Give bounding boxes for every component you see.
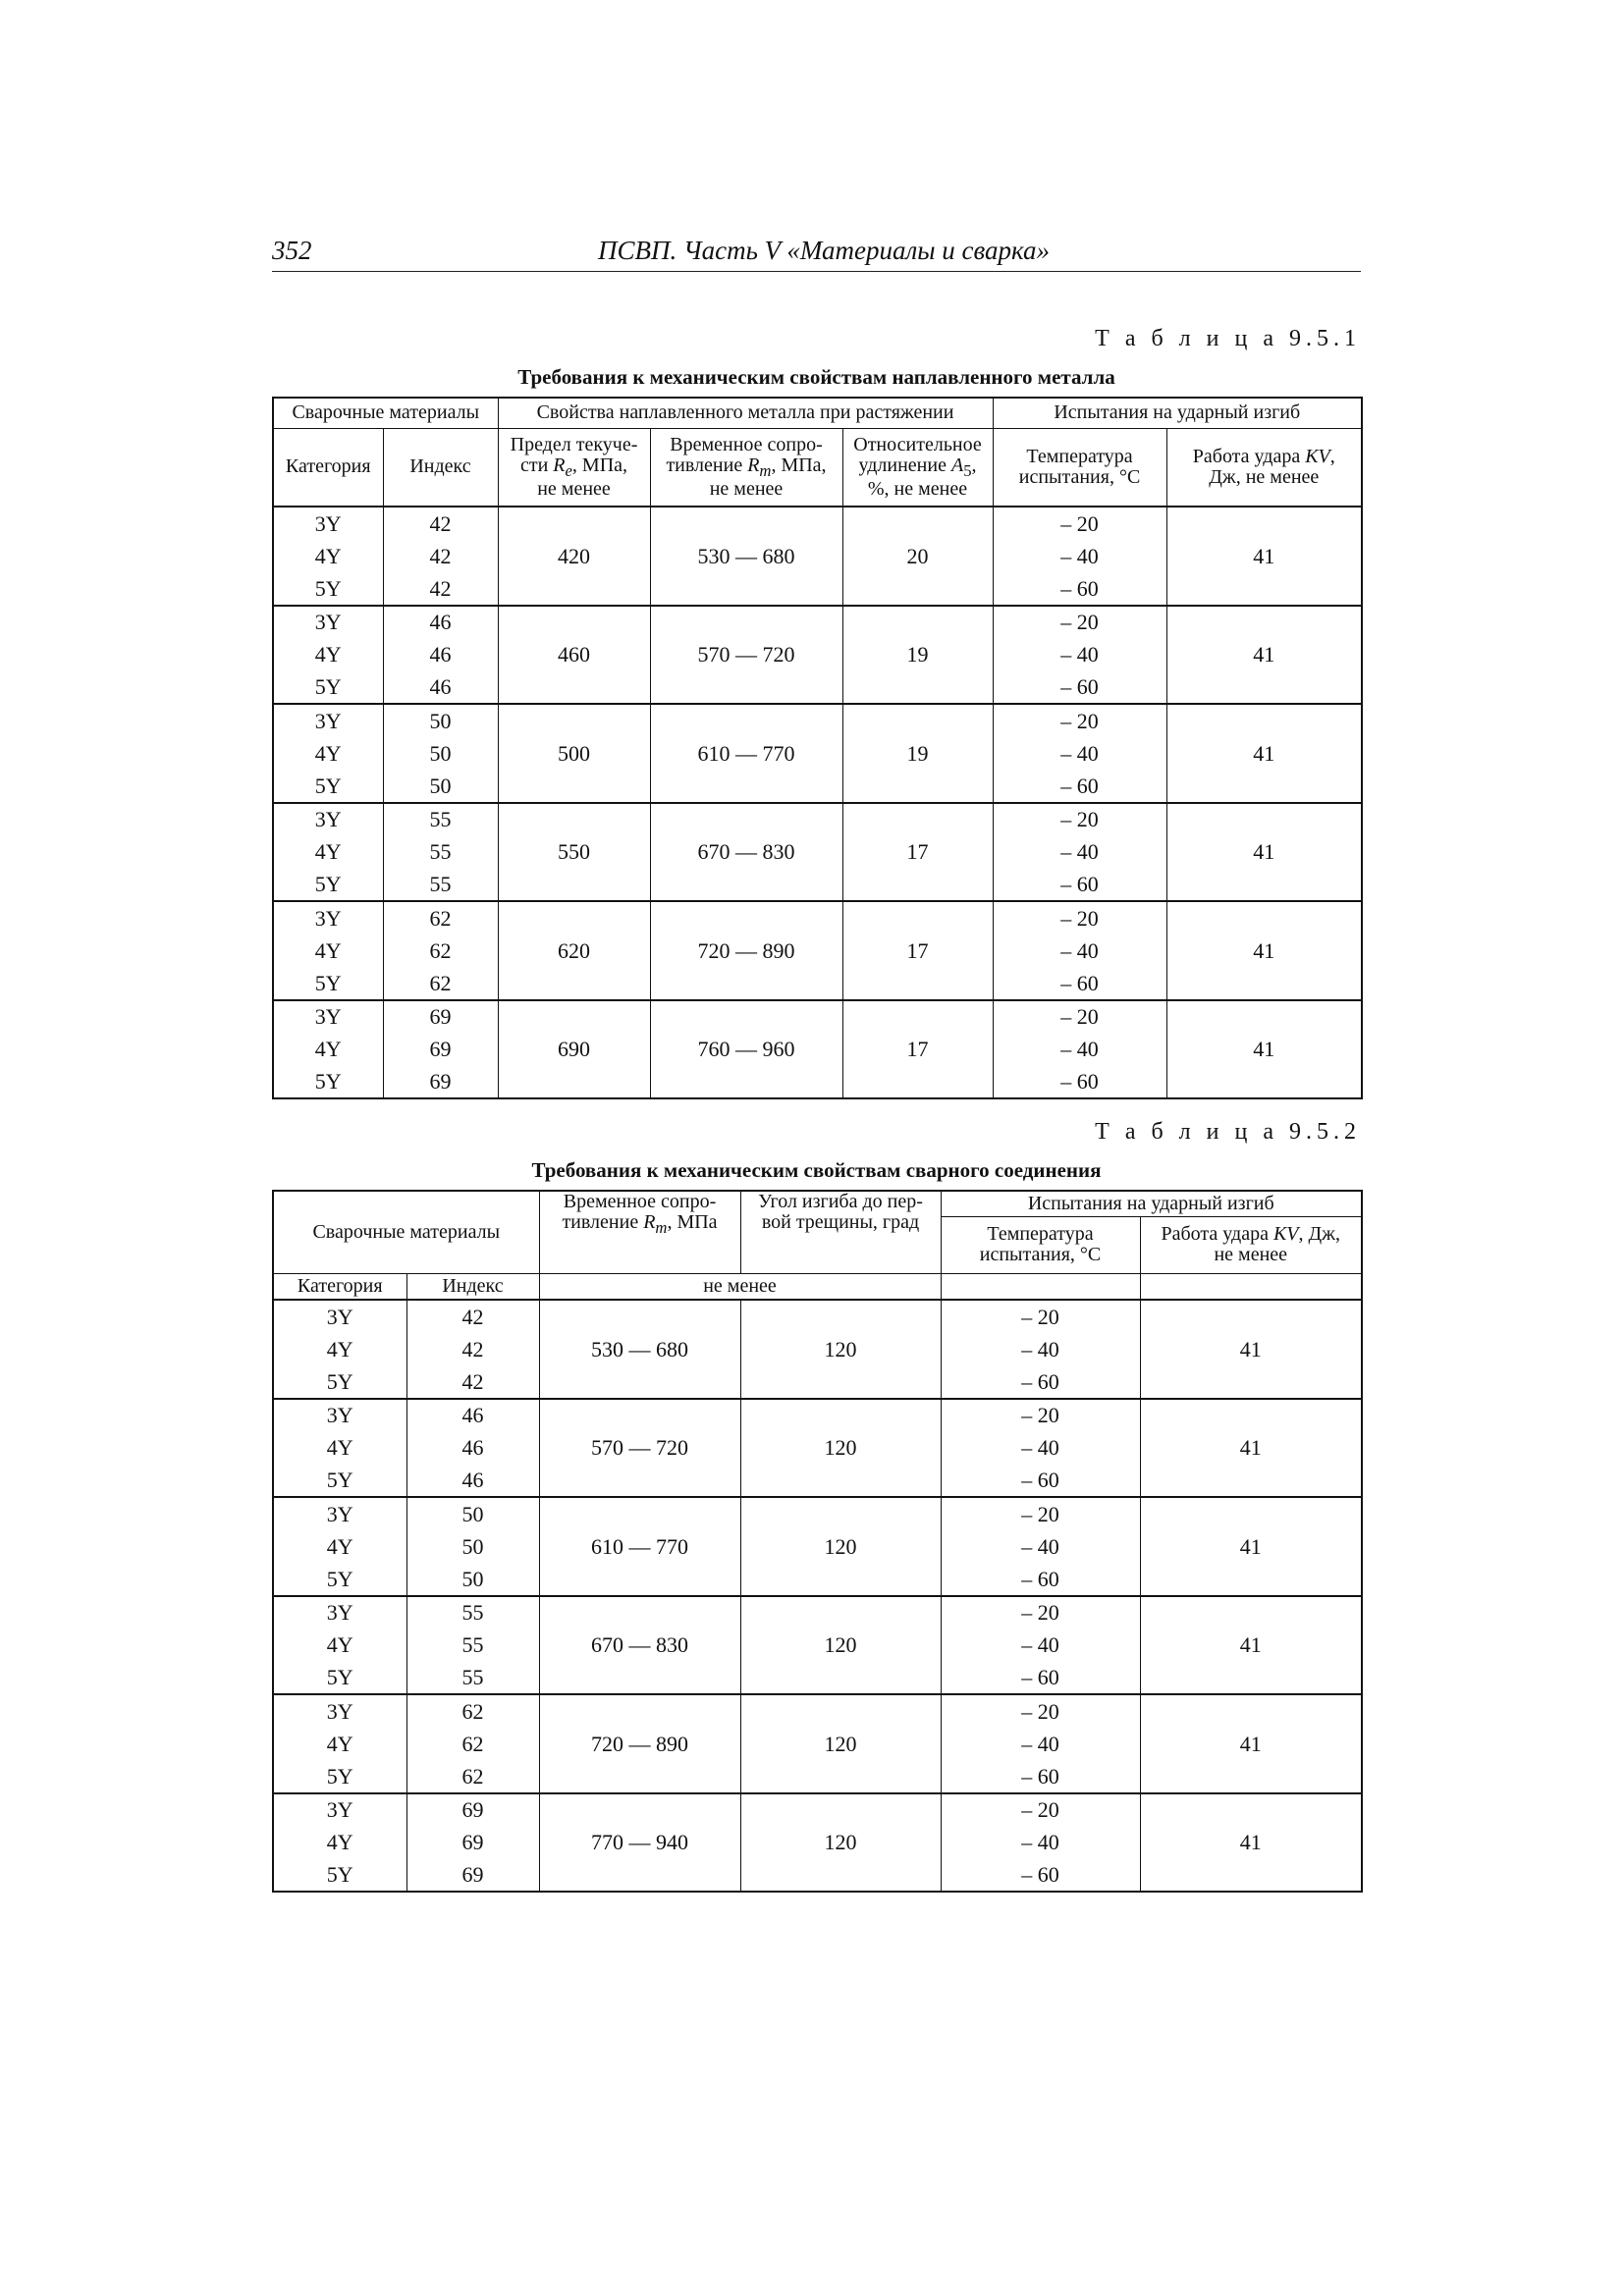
index-cell: 50 [383, 737, 498, 771]
table1-title: Требования к механическим свойствам наплавленного металла [517, 365, 1115, 389]
temperature-cell: – 60 [993, 671, 1166, 705]
yield-cell: 460 [498, 606, 650, 705]
tensile-line-d: не менее [709, 478, 784, 500]
index-cell: 55 [383, 835, 498, 869]
table1-number: Т а б л и ц а 9.5.1 [1095, 326, 1361, 351]
elong-line-a: Относительное [853, 433, 982, 455]
tensile-line-a: Временное сопро- [670, 433, 823, 455]
index-cell: 46 [383, 638, 498, 671]
temperature-cell: – 20 [941, 1497, 1140, 1530]
temperature-cell: – 60 [993, 967, 1166, 1000]
tensile-line-a: Временное сопро- [563, 1191, 717, 1212]
elongation-cell: 17 [842, 1000, 993, 1099]
tensile-cell: 570 — 720 [650, 606, 842, 705]
temperature-cell: – 40 [993, 835, 1166, 869]
temperature-cell: – 40 [993, 934, 1166, 968]
work-symbol: KV [1272, 1223, 1299, 1245]
col-empty-work [1140, 1273, 1362, 1300]
tensile-subscript: m [655, 1218, 668, 1237]
category-cell: 5Y [273, 671, 383, 705]
index-cell: 55 [383, 869, 498, 902]
elong-symbol: A [950, 454, 964, 476]
category-cell: 5Y [273, 1760, 406, 1793]
elong-line-c: , [971, 454, 977, 476]
category-cell: 4Y [273, 1530, 406, 1564]
index-cell: 46 [383, 606, 498, 639]
temperature-cell: – 40 [993, 540, 1166, 573]
col-welding-materials: Сварочные материалы [273, 1191, 539, 1273]
col-test-temperature [941, 1216, 1140, 1273]
elongation-cell: 17 [842, 901, 993, 1000]
index-cell: 55 [406, 1629, 539, 1662]
col-index: Индекс [383, 428, 498, 507]
index-cell: 69 [406, 1793, 539, 1827]
elong-line-b: удлинение [858, 454, 951, 476]
category-cell: 4Y [273, 1629, 406, 1662]
temp-line-b: испытания, °C [979, 1244, 1102, 1265]
category-cell: 3Y [273, 1793, 406, 1827]
category-cell: 4Y [273, 835, 383, 869]
work-line-c: Дж, не менее [1209, 465, 1320, 488]
temp-line-a: Температура [987, 1223, 1094, 1245]
elongation-cell: 20 [842, 507, 993, 606]
index-cell: 62 [383, 901, 498, 934]
tensile-cell: 670 — 830 [650, 803, 842, 902]
work-cell: 41 [1140, 1399, 1362, 1498]
table-row [273, 803, 1362, 836]
category-cell: 3Y [273, 1497, 406, 1530]
index-cell: 42 [383, 572, 498, 606]
index-cell: 55 [406, 1662, 539, 1695]
work-cell: 41 [1166, 803, 1362, 902]
index-cell: 50 [406, 1497, 539, 1530]
yield-cell: 550 [498, 803, 650, 902]
category-cell: 4Y [273, 1826, 406, 1859]
temperature-cell: – 60 [941, 1365, 1140, 1399]
yield-cell: 500 [498, 704, 650, 803]
work-cell: 41 [1140, 1694, 1362, 1793]
temperature-cell: – 40 [941, 1530, 1140, 1564]
temperature-cell: – 20 [993, 507, 1166, 540]
index-cell: 42 [383, 507, 498, 540]
temperature-cell: – 20 [941, 1694, 1140, 1728]
temperature-cell: – 40 [993, 1033, 1166, 1066]
category-cell: 4Y [273, 1033, 383, 1066]
category-cell: 5Y [273, 1066, 383, 1099]
table-row [273, 1793, 1362, 1827]
work-cell: 41 [1166, 901, 1362, 1000]
category-cell: 5Y [273, 1465, 406, 1498]
category-cell: 3Y [273, 901, 383, 934]
temperature-cell: – 40 [993, 737, 1166, 771]
table-row [273, 606, 1362, 639]
work-cell: 41 [1166, 606, 1362, 705]
yield-cell: 690 [498, 1000, 650, 1099]
work-cell: 41 [1140, 1596, 1362, 1695]
bend-cell: 120 [740, 1300, 941, 1399]
tensile-cell: 530 — 680 [539, 1300, 740, 1399]
temperature-cell: – 60 [993, 572, 1166, 606]
bend-cell: 120 [740, 1793, 941, 1893]
bend-cell: 120 [740, 1694, 941, 1793]
category-cell: 3Y [273, 507, 383, 540]
tensile-line-b: тивление [666, 454, 748, 476]
temperature-cell: – 20 [993, 1000, 1166, 1034]
category-cell: 5Y [273, 1662, 406, 1695]
col-tensile-strength [650, 428, 842, 507]
category-cell: 5Y [273, 1365, 406, 1399]
tensile-cell: 570 — 720 [539, 1399, 740, 1498]
table-row [273, 507, 1362, 540]
table-row [273, 1497, 1362, 1530]
temperature-cell: – 20 [993, 901, 1166, 934]
col-empty-temp [941, 1273, 1140, 1300]
temp-line-b: испытания, °C [1018, 465, 1141, 488]
col-elongation [842, 428, 993, 507]
col-impact-test: Испытания на ударный изгиб [941, 1191, 1362, 1216]
yield-line-c: , МПа, [571, 454, 628, 476]
category-cell: 5Y [273, 1563, 406, 1596]
table-row [273, 901, 1362, 934]
temperature-cell: – 20 [941, 1596, 1140, 1629]
index-cell: 69 [406, 1826, 539, 1859]
index-cell: 46 [383, 671, 498, 705]
category-cell: 3Y [273, 1399, 406, 1432]
table1-body [273, 507, 1362, 1098]
temperature-cell: – 20 [993, 606, 1166, 639]
category-cell: 4Y [273, 737, 383, 771]
col-yield-strength [498, 428, 650, 507]
category-cell: 4Y [273, 934, 383, 968]
index-cell: 50 [383, 704, 498, 737]
col-impact-work [1140, 1216, 1362, 1273]
temperature-cell: – 40 [941, 1728, 1140, 1761]
category-cell: 4Y [273, 1333, 406, 1366]
temperature-cell: – 20 [993, 704, 1166, 737]
temperature-cell: – 20 [941, 1300, 1140, 1333]
work-symbol: KV [1305, 445, 1330, 467]
index-cell: 42 [406, 1300, 539, 1333]
elong-subscript: 5 [963, 460, 972, 480]
temperature-cell: – 60 [941, 1859, 1140, 1893]
index-cell: 42 [406, 1365, 539, 1399]
table-row [273, 1399, 1362, 1432]
category-cell: 5Y [273, 770, 383, 803]
bend-line-b: вой трещины, град [761, 1211, 920, 1233]
temperature-cell: – 60 [941, 1563, 1140, 1596]
bend-cell: 120 [740, 1399, 941, 1498]
temperature-cell: – 60 [941, 1760, 1140, 1793]
temp-line-a: Температура [1026, 445, 1133, 467]
bend-cell: 120 [740, 1497, 941, 1596]
temperature-cell: – 20 [993, 803, 1166, 836]
category-cell: 4Y [273, 1431, 406, 1465]
category-cell: 3Y [273, 606, 383, 639]
running-title: ПСВП. Часть V «Материалы и сварка» [598, 236, 1051, 265]
category-cell: 5Y [273, 1859, 406, 1893]
temperature-cell: – 40 [941, 1629, 1140, 1662]
index-cell: 69 [406, 1859, 539, 1893]
index-cell: 69 [383, 1066, 498, 1099]
table-row [273, 1000, 1362, 1034]
index-cell: 42 [383, 540, 498, 573]
index-cell: 62 [383, 934, 498, 968]
col-category: Категория [273, 428, 383, 507]
table2 [272, 1190, 1363, 1893]
temperature-cell: – 40 [941, 1333, 1140, 1366]
col-not-less: не менее [539, 1273, 941, 1300]
col-bend-angle [740, 1191, 941, 1273]
tensile-cell: 720 — 890 [539, 1694, 740, 1793]
yield-line-a: Предел текуче- [510, 433, 638, 455]
temperature-cell: – 40 [941, 1826, 1140, 1859]
work-cell: 41 [1140, 1793, 1362, 1893]
category-cell: 3Y [273, 704, 383, 737]
work-cell: 41 [1166, 507, 1362, 606]
tensile-symbol: R [747, 454, 760, 476]
table-row [273, 1596, 1362, 1629]
category-cell: 3Y [273, 1300, 406, 1333]
page-number: 352 [272, 236, 312, 265]
yield-cell: 420 [498, 507, 650, 606]
index-cell: 69 [383, 1033, 498, 1066]
table1 [272, 397, 1363, 1099]
category-cell: 5Y [273, 572, 383, 606]
category-cell: 3Y [273, 803, 383, 836]
yield-line-b: сти [519, 454, 554, 476]
work-cell: 41 [1166, 1000, 1362, 1099]
work-line-a: Работа удара [1192, 445, 1306, 467]
index-cell: 55 [383, 803, 498, 836]
temperature-cell: – 40 [993, 638, 1166, 671]
tensile-cell: 760 — 960 [650, 1000, 842, 1099]
temperature-cell: – 60 [993, 1066, 1166, 1099]
tensile-cell: 770 — 940 [539, 1793, 740, 1893]
yield-symbol: R [553, 454, 566, 476]
category-cell: 3Y [273, 1596, 406, 1629]
index-cell: 46 [406, 1431, 539, 1465]
table2-number: Т а б л и ц а 9.5.2 [1095, 1119, 1361, 1145]
tensile-line-b: тивление [562, 1211, 644, 1233]
work-line-b: , [1329, 445, 1335, 467]
category-cell: 4Y [273, 540, 383, 573]
col-impact-work [1166, 428, 1362, 507]
index-cell: 55 [406, 1596, 539, 1629]
elong-line-d: %, не менее [867, 478, 968, 500]
category-cell: 4Y [273, 1728, 406, 1761]
tensile-cell: 530 — 680 [650, 507, 842, 606]
index-cell: 62 [383, 967, 498, 1000]
temperature-cell: – 20 [941, 1793, 1140, 1827]
tensile-cell: 610 — 770 [539, 1497, 740, 1596]
bend-cell: 120 [740, 1596, 941, 1695]
category-cell: 3Y [273, 1000, 383, 1034]
index-cell: 46 [406, 1399, 539, 1432]
yield-subscript: e [565, 460, 572, 480]
col-tensile-strength [539, 1191, 740, 1273]
index-cell: 62 [406, 1694, 539, 1728]
col-tensile-props: Свойства наплавленного металла при растяжении [498, 398, 993, 428]
temperature-cell: – 60 [941, 1465, 1140, 1498]
category-cell: 4Y [273, 638, 383, 671]
work-cell: 41 [1140, 1497, 1362, 1596]
elongation-cell: 19 [842, 606, 993, 705]
temperature-cell: – 60 [993, 869, 1166, 902]
work-line-b: , Дж, [1298, 1223, 1340, 1245]
temperature-cell: – 40 [941, 1431, 1140, 1465]
index-cell: 46 [406, 1465, 539, 1498]
temperature-cell: – 60 [941, 1662, 1140, 1695]
col-welding-materials: Сварочные материалы [273, 398, 498, 428]
index-cell: 50 [406, 1563, 539, 1596]
tensile-cell: 610 — 770 [650, 704, 842, 803]
col-impact-test: Испытания на ударный изгиб [993, 398, 1362, 428]
yield-cell: 620 [498, 901, 650, 1000]
table-row [273, 1694, 1362, 1728]
index-cell: 42 [406, 1333, 539, 1366]
page-header [272, 236, 1361, 272]
work-cell: 41 [1140, 1300, 1362, 1399]
category-cell: 5Y [273, 967, 383, 1000]
tensile-symbol: R [643, 1211, 656, 1233]
tensile-subscript: m [759, 460, 772, 480]
col-test-temperature [993, 428, 1166, 507]
elongation-cell: 17 [842, 803, 993, 902]
table2-title: Требования к механическим свойствам сварного соединения [531, 1158, 1102, 1182]
work-line-c: не менее [1214, 1244, 1288, 1265]
elongation-cell: 19 [842, 704, 993, 803]
index-cell: 69 [383, 1000, 498, 1034]
index-cell: 62 [406, 1760, 539, 1793]
index-cell: 50 [406, 1530, 539, 1564]
tensile-line-c: , МПа [667, 1211, 718, 1233]
bend-line-a: Угол изгиба до пер- [758, 1191, 923, 1212]
category-cell: 5Y [273, 869, 383, 902]
col-index: Индекс [406, 1273, 539, 1300]
tensile-cell: 670 — 830 [539, 1596, 740, 1695]
tensile-cell: 720 — 890 [650, 901, 842, 1000]
col-category: Категория [273, 1273, 406, 1300]
yield-line-d: не менее [537, 478, 611, 500]
work-line-a: Работа удара [1161, 1223, 1273, 1245]
temperature-cell: – 20 [941, 1399, 1140, 1432]
tensile-line-c: , МПа, [771, 454, 827, 476]
table-row [273, 1300, 1362, 1333]
category-cell: 3Y [273, 1694, 406, 1728]
table-row [273, 704, 1362, 737]
index-cell: 50 [383, 770, 498, 803]
table2-body [273, 1300, 1362, 1892]
index-cell: 62 [406, 1728, 539, 1761]
work-cell: 41 [1166, 704, 1362, 803]
temperature-cell: – 60 [993, 770, 1166, 803]
